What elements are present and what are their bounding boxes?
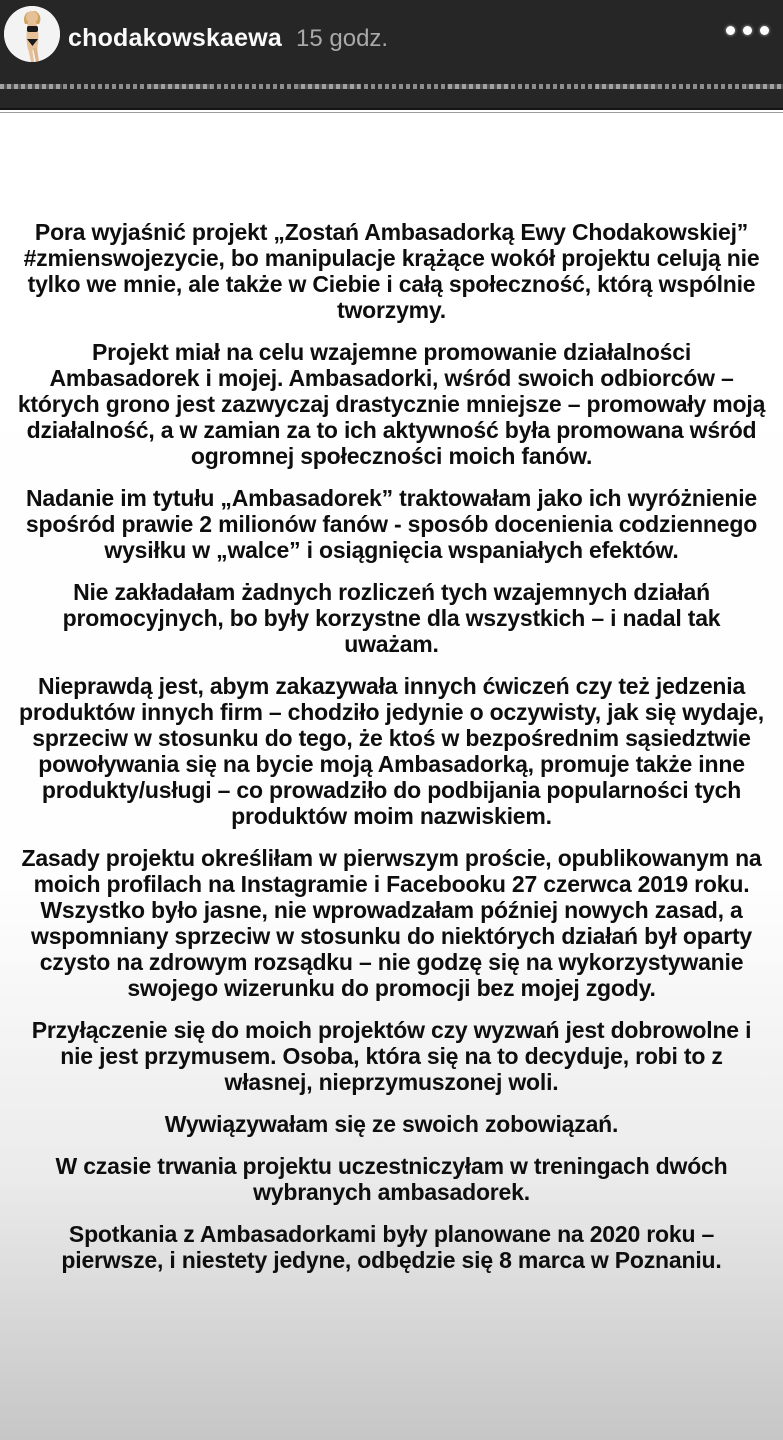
dot: [726, 26, 735, 35]
story-header: [0, 0, 783, 110]
header-row: [0, 0, 783, 53]
username[interactable]: chodakowskaewa: [68, 24, 283, 52]
story-paragraph: Wywiązywałam się ze swoich zobowiązań.: [164, 1111, 619, 1137]
story-paragraph: Przyłączenie się do moich projektów czy wyzwań jest dobrowolne i nie jest przymusem. Osoba, która się na to decyduje, robi to z własnej, nieprzymuszonej woli.: [31, 1017, 752, 1095]
avatar-image: [4, 6, 60, 62]
dot: [743, 26, 752, 35]
story-paragraph: Nie zakładałam żadnych rozliczeń tych wzajemnych działań promocyjnych, bo były korzystne dla wszystkich – i nadal tak uważam.: [62, 579, 721, 657]
story-paragraph: Nieprawdą jest, abym zakazywała innych ćwiczeń czy też jedzenia produktów innych firm – chodziło jedynie o oczywisty, jak się wydaje, sprzeciw w stosunku do tego, że ktoś w bezpośrednim sąsiedztwie powoływania się na bycie moją Ambasadorką, promuje także inne produkty/usługi – co prowadziło do podbijania popularności tych produktów moim nazwiskiem.: [19, 673, 764, 829]
story-content[interactable]: [0, 112, 783, 1440]
dot: [760, 26, 769, 35]
story-paragraph: Projekt miał na celu wzajemne promowanie działalności Ambasadorek i mojej. Ambasadorki, wśród swoich odbiorców – których grono jest zazwyczaj drastycznie mniejsze – promowały moją działalność, a w zamian za to ich aktywność była promowana wśród ogromnej społeczności moich fanów.: [17, 339, 766, 469]
story-timestamp: 15 godz.: [296, 25, 389, 52]
story-paragraph: Pora wyjaśnić projekt „Zostań Ambasadorką Ewy Chodakowskiej” #zmienswojezycie, bo manipulacje krążące wokół projektu celują nie tylko we mnie, ale także w Ciebie i całą społeczność, którą wspólnie tworzymy.: [23, 219, 760, 323]
avatar[interactable]: [4, 6, 60, 62]
story-progress-bar: [0, 84, 783, 89]
story-paragraph: Spotkania z Ambasadorkami były planowane na 2020 roku – pierwsze, i niestety jedyne, odbędzie się 8 marca w Poznaniu.: [61, 1221, 722, 1273]
story-paragraph: Zasady projektu określiłam w pierwszym proście, opublikowanym na moich profilach na Instagramie i Facebooku 27 czerwca 2019 roku. Wszystko było jasne, nie wprowadzałam później nowych zasad, a wspomniany sprzeciw w stosunku do niektórych działań był oparty czysto na zdrowym rozsądku – nie godzę się na wykorzystywanie swojego wizerunku do promocji bez mojej zgody.: [21, 845, 762, 1001]
more-options-icon[interactable]: [726, 26, 769, 35]
story-paragraph: W czasie trwania projektu uczestniczyłam w treningach dwóch wybranych ambasadorek.: [55, 1153, 728, 1205]
story-paragraph: Nadanie im tytułu „Ambasadorek” traktowałam jako ich wyróżnienie spośród prawie 2 milionów fanów - sposób docenienia codziennego wysiłku w „walce” i osiągnięcia wspaniałych efektów.: [25, 485, 758, 563]
